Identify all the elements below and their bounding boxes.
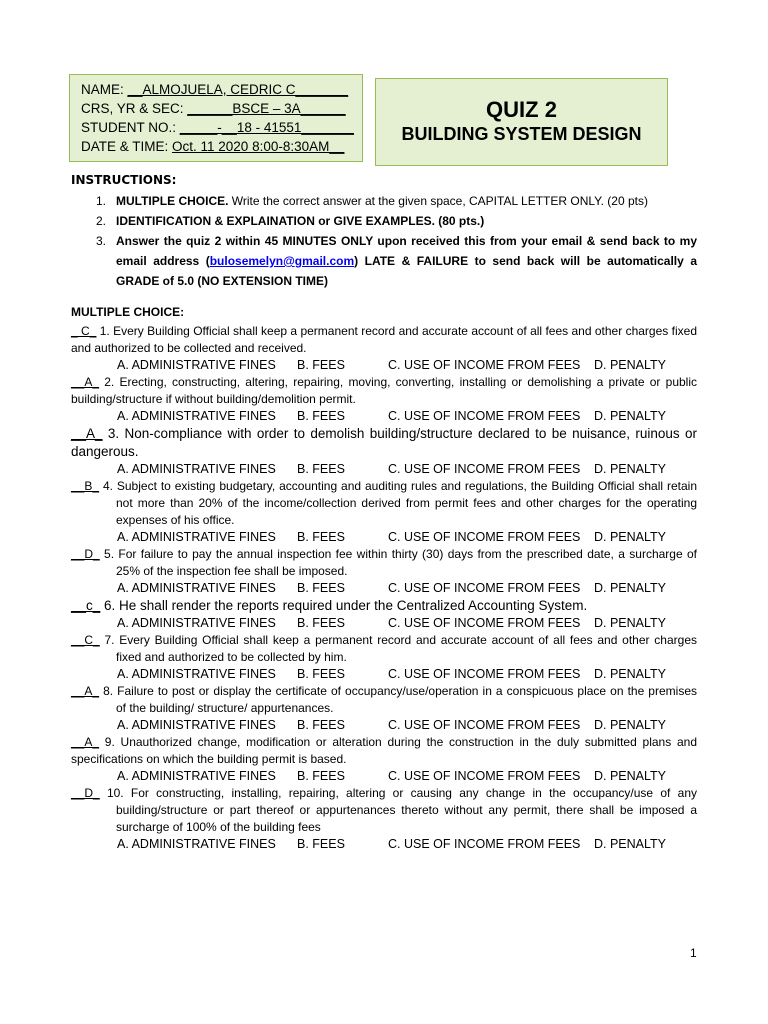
choice-b: B. FEES xyxy=(297,530,345,544)
answer-blank: __A_ xyxy=(71,735,100,749)
choice-c: C. USE OF INCOME FROM FEES xyxy=(388,530,581,544)
choice-a: A. ADMINISTRATIVE FINES xyxy=(117,718,276,732)
choice-b: B. FEES xyxy=(297,409,345,423)
answer-blank: __D_ xyxy=(71,786,100,800)
instruction-number: 1. xyxy=(96,194,107,208)
choice-a: A. ADMINISTRATIVE FINES xyxy=(117,409,276,423)
email-link[interactable]: bulosemelyn@gmail.com xyxy=(209,254,355,268)
question-body: 5. For failure to pay the annual inspection fee within thirty (30) days from the prescribed date, a surcharge of 25% of the inspection fee shall be imposed. xyxy=(99,547,697,578)
instruction-bold: 45 MINUTES ONLY xyxy=(264,234,373,248)
name-value: __ALMOJUELA, CEDRIC C_______ xyxy=(127,82,349,97)
answer-blank: __c_ xyxy=(71,598,101,613)
choice-d: D. PENALTY xyxy=(594,837,667,851)
question-body: 2. Erecting, constructing, altering, repairing, moving, converting, installing or demolishing a private or public building/structure if without building/demolition permit. xyxy=(71,375,697,406)
instruction-bold: MULTIPLE CHOICE. xyxy=(116,194,229,208)
choice-c: C. USE OF INCOME FROM FEES xyxy=(388,409,581,423)
choice-d: D. PENALTY xyxy=(594,581,667,595)
question-body: 9. Unauthorized change, modification or alteration during the construction in the duly submitted plans and specifications on which the building permit is based. xyxy=(71,735,697,766)
student-no-value: _____-__18 - 41551_______ xyxy=(179,120,354,135)
answer-blank: __C_ xyxy=(71,633,100,647)
question-body: 10. For constructing, installing, repairing, altering or causing any change in the occupancy/use of any building/structure or part thereof or appurtenances thereto without any permit, there shall be imposed a surcharge of 100% of the building fees xyxy=(99,786,697,834)
instruction-text: Answer the quiz 2 within xyxy=(116,234,265,248)
choice-d: D. PENALTY xyxy=(594,667,667,681)
quiz-title-box xyxy=(375,78,668,166)
choice-d: D. PENALTY xyxy=(594,718,667,732)
question-body: 3. Non-compliance with order to demolish building/structure declared to be nuisance, ruinous or dangerous. xyxy=(71,426,697,459)
choice-row xyxy=(71,717,697,734)
instruction-number: 3. xyxy=(96,234,107,248)
choice-row xyxy=(71,357,697,374)
page-number: 1 xyxy=(690,946,697,960)
question-text xyxy=(71,597,697,615)
question-text xyxy=(71,546,697,580)
date-label: DATE & TIME: xyxy=(81,139,173,154)
instruction-item xyxy=(71,191,697,211)
date-line xyxy=(81,137,362,156)
question-text xyxy=(71,323,697,357)
choice-a: A. ADMINISTRATIVE FINES xyxy=(117,581,276,595)
choice-c: C. USE OF INCOME FROM FEES xyxy=(388,718,581,732)
instruction-text: (80 pts.) xyxy=(434,214,485,228)
instruction-text: Write the correct answer at the given space, CAPITAL LETTER ONLY. (20 pts) xyxy=(228,194,648,208)
question-text xyxy=(71,425,697,461)
question-body: 4. Subject to existing budgetary, accounting and auditing rules and regulations, the Building Official shall retain not more than 20% of the income/collection derived from permit fees and other charges for the operating expenses of his office. xyxy=(99,479,697,527)
instruction-bold: IDENTIFICATION & EXPLAINATION or GIVE EXAMPLES. xyxy=(116,214,435,228)
name-label: NAME: xyxy=(81,82,128,97)
choice-b: B. FEES xyxy=(297,769,345,783)
question-text xyxy=(71,683,697,717)
choice-a: A. ADMINISTRATIVE FINES xyxy=(117,530,276,544)
choice-a: A. ADMINISTRATIVE FINES xyxy=(117,616,276,630)
choice-c: C. USE OF INCOME FROM FEES xyxy=(388,769,581,783)
choice-b: B. FEES xyxy=(297,837,345,851)
name-line xyxy=(81,80,362,99)
choice-c: C. USE OF INCOME FROM FEES xyxy=(388,581,581,595)
answer-blank: __A_ xyxy=(71,684,100,698)
choice-a: A. ADMINISTRATIVE FINES xyxy=(117,667,276,681)
course-line xyxy=(81,99,362,118)
choice-b: B. FEES xyxy=(297,462,345,476)
quiz-title: QUIZ 2 xyxy=(486,97,557,122)
question-body: 6. He shall render the reports required under the Centralized Accounting System. xyxy=(100,598,588,613)
instruction-number: 2. xyxy=(96,214,107,228)
instructions-list xyxy=(71,191,697,291)
choice-a: A. ADMINISTRATIVE FINES xyxy=(117,769,276,783)
instruction-item xyxy=(71,231,697,291)
student-no-line xyxy=(81,118,362,137)
student-no-label: STUDENT NO.: xyxy=(81,120,180,135)
question-body: 8. Failure to post or display the certificate of occupancy/use/operation in a conspicuous place on the premises of the building/ structure/ appurtenances. xyxy=(99,684,697,715)
questions-list xyxy=(71,323,697,853)
choice-d: D. PENALTY xyxy=(594,462,667,476)
choice-b: B. FEES xyxy=(297,358,345,372)
question-body: 1. Every Building Official shall keep a permanent record and accurate account of all fees and other charges fixed and authorized to be collected and received. xyxy=(71,324,697,355)
question-text xyxy=(71,785,697,836)
choice-row xyxy=(71,408,697,425)
question-text xyxy=(71,478,697,529)
choice-b: B. FEES xyxy=(297,616,345,630)
choice-d: D. PENALTY xyxy=(594,616,667,630)
choice-d: D. PENALTY xyxy=(594,409,667,423)
choice-c: C. USE OF INCOME FROM FEES xyxy=(388,667,581,681)
student-info-box xyxy=(69,74,363,162)
answer-blank: __A_ xyxy=(71,426,103,441)
date-value: Oct. 11 2020 8:00-8:30AM__ xyxy=(172,139,345,154)
instructions-heading: INSTRUCTIONS: xyxy=(71,173,177,187)
choice-row xyxy=(71,580,697,597)
choice-b: B. FEES xyxy=(297,667,345,681)
choice-c: C. USE OF INCOME FROM FEES xyxy=(388,837,581,851)
answer-blank: _ C_ xyxy=(71,324,97,338)
instruction-text: ) LATE & FAILURE to send back will be automatically a GRADE of 5.0 (NO EXTENSION TIME) xyxy=(116,254,697,288)
multiple-choice-heading: MULTIPLE CHOICE: xyxy=(71,305,185,319)
choice-c: C. USE OF INCOME FROM FEES xyxy=(388,616,581,630)
answer-blank: __B_ xyxy=(71,479,100,493)
instruction-text: upon received this from your email & send back to my email address ( xyxy=(116,234,698,268)
choice-a: A. ADMINISTRATIVE FINES xyxy=(117,358,276,372)
choice-a: A. ADMINISTRATIVE FINES xyxy=(117,462,276,476)
course-value: ______BSCE – 3A______ xyxy=(187,101,346,116)
course-label: CRS, YR & SEC: xyxy=(81,101,188,116)
question-text xyxy=(71,734,697,768)
choice-row xyxy=(71,615,697,632)
question-text xyxy=(71,374,697,408)
choice-row xyxy=(71,666,697,683)
instruction-item xyxy=(71,211,697,231)
choice-d: D. PENALTY xyxy=(594,358,667,372)
choice-a: A. ADMINISTRATIVE FINES xyxy=(117,837,276,851)
choice-row xyxy=(71,836,697,853)
choice-d: D. PENALTY xyxy=(594,769,667,783)
answer-blank: __A_ xyxy=(71,375,100,389)
quiz-subtitle: BUILDING SYSTEM DESIGN xyxy=(401,124,642,144)
choice-row xyxy=(71,529,697,546)
question-body: 7. Every Building Official shall keep a permanent record and accurate account of all fees and other charges fixed and authorized to be collected by him. xyxy=(99,633,697,664)
choice-d: D. PENALTY xyxy=(594,530,667,544)
answer-blank: __D_ xyxy=(71,547,100,561)
choice-b: B. FEES xyxy=(297,581,345,595)
choice-row xyxy=(71,461,697,478)
choice-row xyxy=(71,768,697,785)
choice-c: C. USE OF INCOME FROM FEES xyxy=(388,358,581,372)
choice-b: B. FEES xyxy=(297,718,345,732)
question-text xyxy=(71,632,697,666)
choice-c: C. USE OF INCOME FROM FEES xyxy=(388,462,581,476)
